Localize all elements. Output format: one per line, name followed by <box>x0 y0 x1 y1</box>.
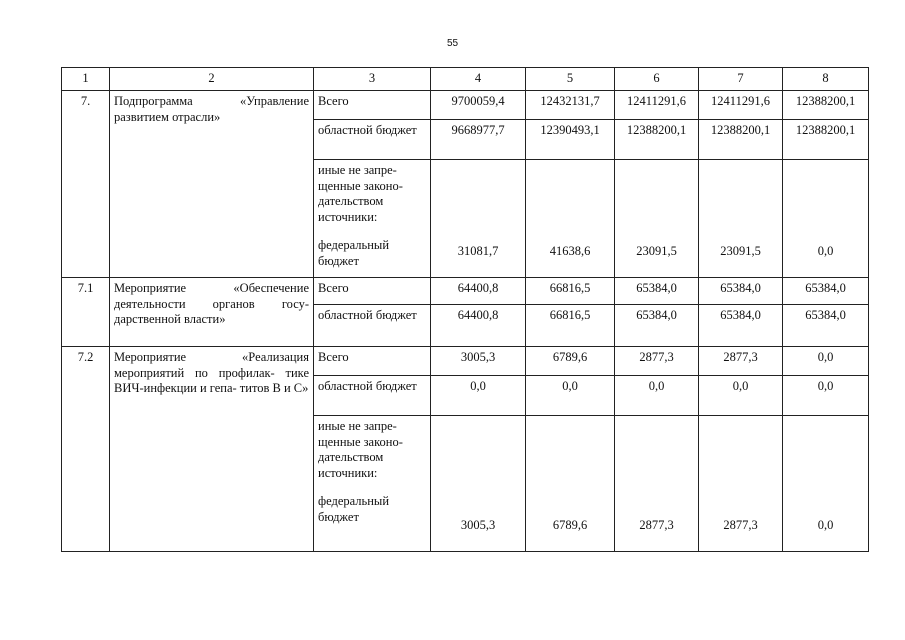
row-name: Подпрограмма «Управление развитием отрасли» <box>110 91 314 278</box>
value-cell: 0,0 <box>431 376 526 416</box>
table-row <box>62 278 869 305</box>
budget-table <box>61 67 869 552</box>
header-cell: 3 <box>314 68 431 91</box>
value-cell: 0,0 <box>783 347 869 376</box>
value-cell: 0,0 <box>699 376 783 416</box>
source-label <box>314 416 431 552</box>
value-cell: 65384,0 <box>615 305 699 347</box>
row-number: 7.1 <box>62 278 110 347</box>
source-label-other: иные не запре- щенные законо- дательством источники: <box>318 419 403 480</box>
header-cell: 8 <box>783 68 869 91</box>
row-number: 7.2 <box>62 347 110 552</box>
value-cell: 65384,0 <box>615 278 699 305</box>
source-label-other: иные не запре- щенные законо- дательством источники: <box>318 163 403 224</box>
value-cell: 12432131,7 <box>526 91 615 120</box>
source-label: Всего <box>314 278 431 305</box>
value-cell: 12388200,1 <box>615 120 699 160</box>
table-row <box>62 347 869 376</box>
source-label: областной бюджет <box>314 120 431 160</box>
value-cell: 31081,7 <box>431 160 526 278</box>
value-cell: 0,0 <box>783 160 869 278</box>
value-cell: 66816,5 <box>526 278 615 305</box>
table-row <box>62 91 869 120</box>
row-name: Мероприятие «Обеспечение деятельности органов госу- дарственной власти» <box>110 278 314 347</box>
header-cell: 4 <box>431 68 526 91</box>
value-cell: 64400,8 <box>431 278 526 305</box>
source-label-federal: федеральный бюджет <box>318 494 390 524</box>
value-cell: 2877,3 <box>615 347 699 376</box>
value-cell: 0,0 <box>615 376 699 416</box>
header-cell: 7 <box>699 68 783 91</box>
value-cell: 9668977,7 <box>431 120 526 160</box>
header-cell: 2 <box>110 68 314 91</box>
value-cell: 2877,3 <box>699 347 783 376</box>
value-cell: 23091,5 <box>615 160 699 278</box>
value-cell: 0,0 <box>783 416 869 552</box>
source-label <box>314 160 431 278</box>
header-cell: 1 <box>62 68 110 91</box>
source-label: областной бюджет <box>314 376 431 416</box>
value-cell: 65384,0 <box>783 278 869 305</box>
value-cell: 12411291,6 <box>699 91 783 120</box>
value-cell: 41638,6 <box>526 160 615 278</box>
value-cell: 66816,5 <box>526 305 615 347</box>
value-cell: 12388200,1 <box>783 91 869 120</box>
value-cell: 12390493,1 <box>526 120 615 160</box>
value-cell: 64400,8 <box>431 305 526 347</box>
source-label: областной бюджет <box>314 305 431 347</box>
page-number: 55 <box>446 38 459 49</box>
value-cell: 2877,3 <box>699 416 783 552</box>
source-label: Всего <box>314 347 431 376</box>
value-cell: 12411291,6 <box>615 91 699 120</box>
value-cell: 65384,0 <box>699 278 783 305</box>
source-label-federal: федеральный бюджет <box>318 238 390 268</box>
header-cell: 5 <box>526 68 615 91</box>
value-cell: 2877,3 <box>615 416 699 552</box>
row-name: Мероприятие «Реализация мероприятий по профилак- тике ВИЧ-инфекции и гепа- титов В и С» <box>110 347 314 552</box>
source-label: Всего <box>314 91 431 120</box>
value-cell: 0,0 <box>526 376 615 416</box>
value-cell: 6789,6 <box>526 416 615 552</box>
value-cell: 23091,5 <box>699 160 783 278</box>
value-cell: 0,0 <box>783 376 869 416</box>
header-cell: 6 <box>615 68 699 91</box>
value-cell: 3005,3 <box>431 347 526 376</box>
value-cell: 3005,3 <box>431 416 526 552</box>
value-cell: 65384,0 <box>783 305 869 347</box>
value-cell: 65384,0 <box>699 305 783 347</box>
value-cell: 12388200,1 <box>783 120 869 160</box>
row-number: 7. <box>62 91 110 278</box>
value-cell: 6789,6 <box>526 347 615 376</box>
value-cell: 12388200,1 <box>699 120 783 160</box>
header-row <box>62 68 869 91</box>
value-cell: 9700059,4 <box>431 91 526 120</box>
